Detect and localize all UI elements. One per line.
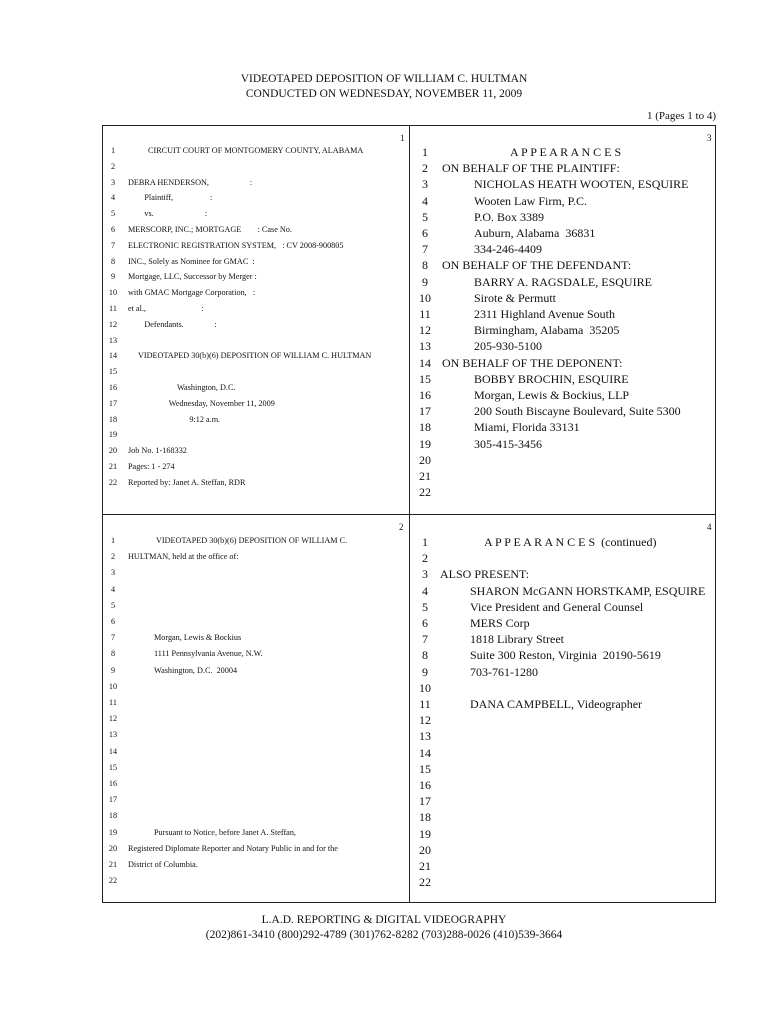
line-number: 20 <box>108 446 118 456</box>
line-number: 18 <box>108 414 118 424</box>
line-text: BARRY A. RAGSDALE, ESQUIRE <box>474 274 652 289</box>
line-number: 16 <box>108 779 118 788</box>
line-number: 10 <box>419 680 431 695</box>
transcript-page-3 <box>414 145 714 507</box>
line-text: 703-761-1280 <box>470 664 538 679</box>
line-number: 9 <box>110 665 116 675</box>
line-text: Auburn, Alabama 36831 <box>474 226 596 240</box>
line-number: 2 <box>422 161 428 176</box>
line-number: 18 <box>419 420 431 435</box>
line-text: INC., Solely as Nominee for GMAC : <box>128 256 255 266</box>
line-number: 15 <box>419 371 431 386</box>
line-number: 16 <box>419 778 431 792</box>
line-text: et al., : <box>128 304 204 313</box>
line-number: 14 <box>108 746 118 756</box>
line-number: 22 <box>419 485 431 500</box>
line-text: Reported by: Janet A. Steffan, RDR <box>128 477 246 487</box>
line-number: 5 <box>110 600 116 610</box>
line-number: 5 <box>110 209 116 219</box>
line-number: 6 <box>422 616 428 630</box>
line-number: 11 <box>419 307 431 321</box>
footer-company: L.A.D. REPORTING & DIGITAL VIDEOGRAPHY <box>261 914 507 926</box>
line-number: 10 <box>419 290 431 305</box>
line-number: 11 <box>109 304 117 313</box>
line-number: 3 <box>422 177 428 192</box>
line-number: 15 <box>419 761 431 776</box>
line-number: 11 <box>109 698 117 707</box>
line-number: 22 <box>419 875 431 890</box>
line-number: 22 <box>108 876 118 886</box>
line-number: 7 <box>110 633 116 643</box>
line-number: 13 <box>419 729 431 744</box>
line-text: A P P E A R A N C E S <box>510 145 622 159</box>
page-number-1: 1 <box>400 133 405 143</box>
line-number: 14 <box>419 745 431 760</box>
line-number: 12 <box>419 713 431 728</box>
line-number: 10 <box>108 288 118 298</box>
line-number: 21 <box>419 859 431 873</box>
line-text: with GMAC Mortgage Corporation, : <box>128 288 256 298</box>
line-number: 9 <box>110 272 116 282</box>
line-text: P.O. Box 3389 <box>474 209 545 224</box>
line-number: 7 <box>110 240 116 250</box>
line-number: 4 <box>422 583 428 598</box>
line-number: 5 <box>422 599 428 614</box>
line-text: Plaintiff, : <box>128 193 213 203</box>
line-number: 17 <box>419 404 431 419</box>
line-text: 334-246-4409 <box>474 242 542 257</box>
line-text: 1818 Library Street <box>470 632 564 647</box>
line-text: Birmingham, Alabama 35205 <box>474 323 620 338</box>
line-number: 19 <box>419 826 431 841</box>
line-number: 21 <box>419 469 431 483</box>
line-text: Suite 300 Reston, Virginia 20190-5619 <box>470 648 661 663</box>
line-number: 12 <box>419 323 431 338</box>
line-number: 8 <box>110 649 116 659</box>
line-number: 8 <box>422 648 428 663</box>
line-text: Wooten Law Firm, P.C. <box>474 193 588 208</box>
line-text: DANA CAMPBELL, Videographer <box>470 697 643 711</box>
line-number: 8 <box>422 258 428 273</box>
line-number: 9 <box>422 664 428 679</box>
line-text: Job No. 1-168332 <box>128 446 187 456</box>
line-text: MERS Corp <box>470 616 530 630</box>
line-number: 14 <box>108 351 118 361</box>
line-number: 10 <box>108 681 118 691</box>
document-subtitle: CONDUCTED ON WEDNESDAY, NOVEMBER 11, 2009 <box>245 88 523 100</box>
line-number: 1 <box>422 145 428 159</box>
line-number: 7 <box>422 242 428 257</box>
line-number: 2 <box>110 161 116 171</box>
line-number: 6 <box>110 225 116 234</box>
line-text: SHARON McGANN HORSTKAMP, ESQUIRE <box>470 583 706 598</box>
line-text: 205-930-5100 <box>474 339 542 354</box>
line-number: 9 <box>422 274 428 289</box>
line-number: 19 <box>108 430 118 440</box>
line-text: Miami, Florida 33131 <box>474 420 580 435</box>
line-number: 14 <box>419 355 431 370</box>
line-number: 1 <box>110 536 116 545</box>
line-text: Pages: 1 - 274 <box>128 462 175 471</box>
line-number: 20 <box>419 842 431 857</box>
line-text: Wednesday, November 11, 2009 <box>128 398 275 408</box>
line-text: Pursuant to Notice, before Janet A. Steffan, <box>154 827 296 837</box>
line-number: 3 <box>110 177 116 187</box>
line-number: 1 <box>422 535 428 549</box>
line-text: HULTMAN, held at the office of: <box>128 552 239 562</box>
line-number: 8 <box>110 256 116 266</box>
transcript-page-4 <box>414 535 714 897</box>
line-number: 20 <box>108 843 118 853</box>
line-text: Mortgage, LLC, Successor by Merger : <box>128 272 257 282</box>
line-text: 200 South Biscayne Boulevard, Suite 5300 <box>474 404 681 419</box>
document-title: VIDEOTAPED DEPOSITION OF WILLIAM C. HULTMAN <box>240 73 528 85</box>
line-text: Registered Diplomate Reporter and Notary Public in and for the <box>128 843 338 853</box>
line-number: 22 <box>108 477 118 487</box>
line-number: 2 <box>422 551 428 566</box>
line-number: 13 <box>419 339 431 354</box>
page-number-2: 2 <box>399 522 404 532</box>
line-text: BOBBY BROCHIN, ESQUIRE <box>474 371 629 386</box>
transcript-page-1 <box>104 146 408 506</box>
transcript-page-2 <box>104 536 408 896</box>
line-number: 19 <box>419 436 431 451</box>
line-text: VIDEOTAPED 30(b)(6) DEPOSITION OF WILLIAM C. HULTMAN <box>138 351 372 361</box>
line-number: 21 <box>108 860 118 869</box>
line-number: 16 <box>108 383 118 392</box>
page-number-4: 4 <box>707 522 712 532</box>
line-text: ON BEHALF OF THE PLAINTIFF: <box>442 161 620 176</box>
line-text: Morgan, Lewis & Bockius <box>154 633 242 643</box>
line-text: ON BEHALF OF THE DEPONENT: <box>442 355 623 370</box>
line-text: CIRCUIT COURT OF MONTGOMERY COUNTY, ALABAMA <box>148 146 364 155</box>
line-number: 20 <box>419 452 431 467</box>
line-number: 4 <box>110 193 116 203</box>
line-number: 3 <box>110 568 116 578</box>
line-text: Washington, D.C. 20004 <box>154 665 238 675</box>
line-text: ALSO PRESENT: <box>440 567 530 582</box>
line-number: 15 <box>108 762 118 772</box>
line-number: 18 <box>419 810 431 825</box>
line-number: 6 <box>110 617 116 626</box>
line-text: ON BEHALF OF THE DEFENDANT: <box>442 258 632 273</box>
line-text: 1111 Pennsylvania Avenue, N.W. <box>154 649 263 659</box>
row-divider <box>102 514 716 515</box>
line-number: 18 <box>108 811 118 821</box>
line-number: 16 <box>419 388 431 402</box>
line-number: 19 <box>108 827 118 837</box>
line-text: NICHOLAS HEATH WOOTEN, ESQUIRE <box>474 177 689 192</box>
line-text: MERSCORP, INC.; MORTGAGE : Case No. <box>128 225 292 234</box>
line-number: 4 <box>422 193 428 208</box>
footer-phone-numbers: (202)861-3410 (800)292-4789 (301)762-8282 (703)288-0026 (410)539-3664 <box>205 929 563 941</box>
line-text: Vice President and General Counsel <box>470 599 644 614</box>
page-number-3: 3 <box>707 133 712 143</box>
line-number: 17 <box>108 398 118 408</box>
line-text: DEBRA HENDERSON, : <box>128 177 253 187</box>
line-text: Defendants. : <box>128 319 217 329</box>
line-text: Morgan, Lewis & Bockius, LLP <box>474 388 630 402</box>
line-number: 13 <box>108 335 118 345</box>
line-number: 15 <box>108 367 118 377</box>
line-number: 4 <box>110 584 116 594</box>
line-number: 12 <box>108 714 118 724</box>
line-number: 3 <box>422 567 428 582</box>
page-range: 1 (Pages 1 to 4) <box>646 110 716 122</box>
line-number: 5 <box>422 209 428 224</box>
line-number: 1 <box>110 146 116 155</box>
line-number: 13 <box>108 730 118 740</box>
line-number: 17 <box>108 795 118 805</box>
line-number: 21 <box>108 462 118 471</box>
line-text: A P P E A R A N C E S (continued) <box>484 535 657 549</box>
line-number: 2 <box>110 552 116 562</box>
line-text: vs. : <box>128 209 208 219</box>
line-text: VIDEOTAPED 30(b)(6) DEPOSITION OF WILLIAM C. <box>156 536 348 545</box>
line-text: 305-415-3456 <box>474 436 542 451</box>
line-number: 7 <box>422 632 428 647</box>
line-number: 12 <box>108 319 118 329</box>
line-text: Washington, D.C. <box>128 383 236 392</box>
line-text: Sirote & Permutt <box>474 290 556 305</box>
line-text: 2311 Highland Avenue South <box>474 307 615 321</box>
line-text: 9:12 a.m. <box>128 414 221 424</box>
line-number: 11 <box>419 697 431 711</box>
line-number: 17 <box>419 794 431 809</box>
line-text: District of Columbia. <box>128 860 198 869</box>
line-text: ELECTRONIC REGISTRATION SYSTEM, : CV 2008-900805 <box>128 240 344 250</box>
line-number: 6 <box>422 226 428 240</box>
